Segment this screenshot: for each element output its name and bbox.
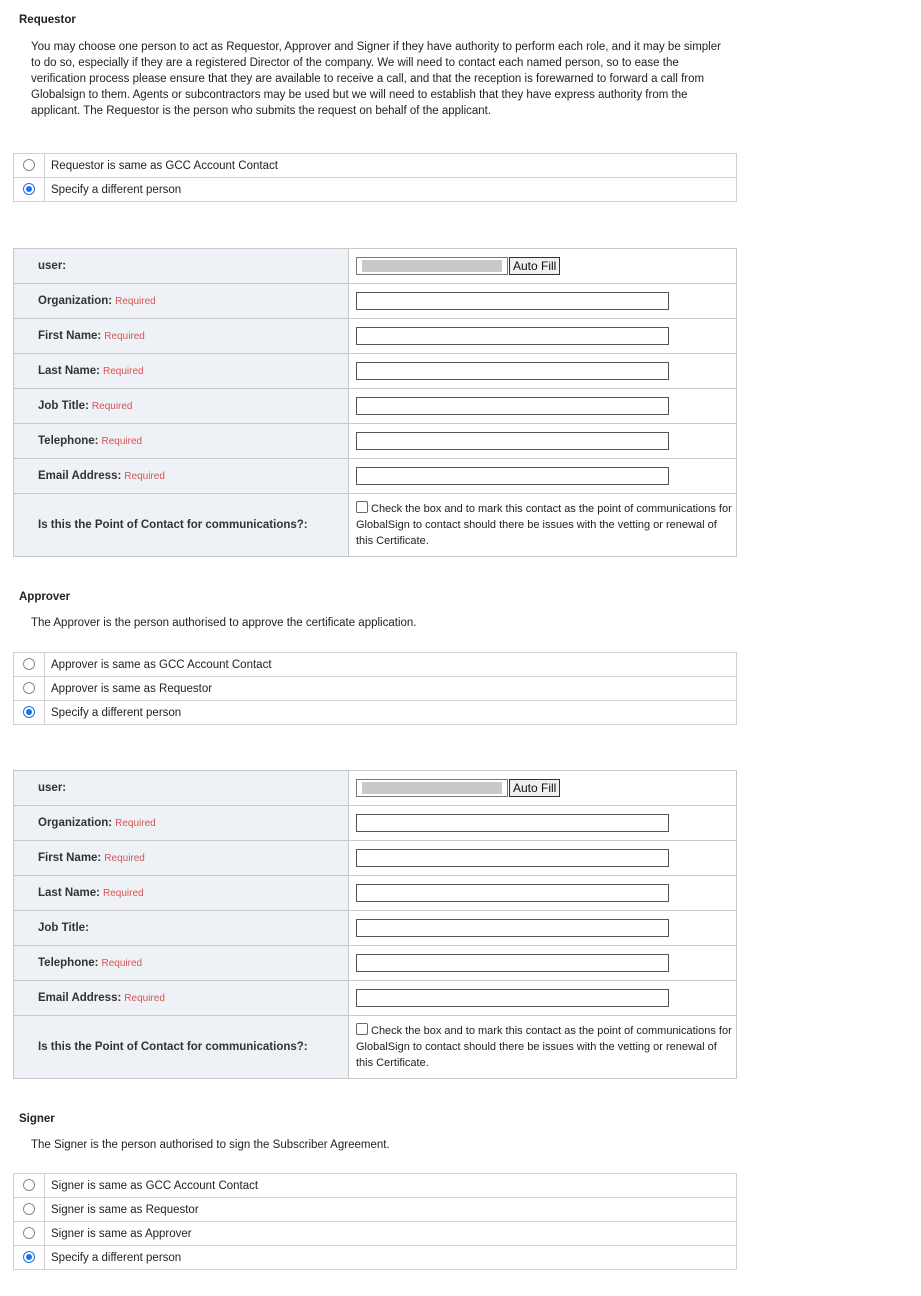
option-label: Approver is same as GCC Account Contact [45,653,737,677]
radio-button[interactable] [23,1203,35,1215]
organization-input[interactable] [356,292,669,310]
job-title-label: Job Title: Required [14,389,349,424]
requestor-description: You may choose one person to act as Requestor, Approver and Signer if they have authority to perform each role, and it may be simpler to do so, especially if they are a registered Director of the company. We will need to contact each named person, so to ease the verification process please ensure that they are available to receive a call, and that the reception is forewarned to forward a call from Globalsign to them. Agents or subcontractors may be used but we will need to establish that they have express authority from the applicant. The Requestor is the person who submits the request on behalf of the applicant. [31,41,721,117]
last-name-label: Last Name: Required [14,354,349,389]
organization-label: Organization: Required [14,806,349,841]
required-marker: Required [124,993,165,1004]
telephone-label: Telephone: Required [14,946,349,981]
job-title-label: Job Title: [14,911,349,946]
signer-option-same-as-requestor[interactable] [14,1198,737,1222]
option-label: Approver is same as Requestor [45,677,737,701]
last-name-input[interactable] [356,884,669,902]
job-title-input[interactable] [356,397,669,415]
required-marker: Required [104,853,145,864]
approver-title: Approver [19,591,71,603]
poc-label: Is this the Point of Contact for communications?: [14,494,349,557]
poc-label: Is this the Point of Contact for communications?: [14,1016,349,1079]
approver-option-same-as-gcc[interactable] [14,653,737,677]
option-label: Signer is same as Requestor [45,1198,737,1222]
first-name-label: First Name: Required [14,841,349,876]
required-marker: Required [91,401,133,412]
option-label: Specify a different person [45,701,737,725]
required-marker: Required [103,366,144,377]
last-name-input[interactable] [356,362,669,380]
radio-button[interactable] [23,658,35,670]
email-label: Email Address: Required [14,981,349,1016]
last-name-label: Last Name: Required [14,876,349,911]
radio-button[interactable] [23,1227,35,1239]
first-name-label: First Name: Required [14,319,349,354]
requestor-title: Requestor [19,14,76,26]
radio-button[interactable] [23,682,35,694]
auto-fill-button[interactable]: Auto Fill [509,779,560,797]
requestor-option-same-as-gcc[interactable] [14,154,737,178]
poc-text: Check the box and to mark this contact as the point of communications for GlobalSign to contact should there be issues with the vetting or renewal of this Certificate. [356,503,732,547]
signer-option-same-as-approver[interactable] [14,1222,737,1246]
email-input[interactable] [356,467,669,485]
required-marker: Required [124,471,165,482]
radio-button[interactable] [23,159,35,171]
poc-checkbox[interactable] [356,1023,368,1035]
signer-title: Signer [19,1113,55,1125]
approver-form [13,770,737,1079]
option-label: Signer is same as GCC Account Contact [45,1174,737,1198]
first-name-input[interactable] [356,327,669,345]
radio-button[interactable] [23,1251,35,1263]
user-label: user: [14,249,349,284]
signer-description: The Signer is the person authorised to sign the Subscriber Agreement. [31,1139,390,1151]
approver-option-different-person[interactable] [14,701,737,725]
required-marker: Required [104,331,145,342]
auto-fill-button[interactable]: Auto Fill [509,257,560,275]
email-input[interactable] [356,989,669,1007]
radio-button[interactable] [23,183,35,195]
option-label: Specify a different person [45,1246,737,1270]
email-label: Email Address: Required [14,459,349,494]
poc-text: Check the box and to mark this contact as the point of communications for GlobalSign to contact should there be issues with the vetting or renewal of this Certificate. [356,1025,732,1069]
organization-label: Organization: Required [14,284,349,319]
radio-button[interactable] [23,1179,35,1191]
requestor-options [13,153,737,202]
requestor-form [13,248,737,557]
telephone-label: Telephone: Required [14,424,349,459]
first-name-input[interactable] [356,849,669,867]
required-marker: Required [115,818,156,829]
radio-button[interactable] [23,706,35,718]
required-marker: Required [101,436,143,447]
job-title-input[interactable] [356,919,669,937]
option-label: Requestor is same as GCC Account Contact [45,154,737,178]
option-label: Specify a different person [45,178,737,202]
telephone-input[interactable] [356,432,669,450]
poc-checkbox[interactable] [356,501,368,513]
approver-options [13,652,737,725]
telephone-input[interactable] [356,954,669,972]
organization-input[interactable] [356,814,669,832]
approver-option-same-as-requestor[interactable] [14,677,737,701]
approver-description: The Approver is the person authorised to approve the certificate application. [31,617,417,629]
signer-option-different-person[interactable] [14,1246,737,1270]
required-marker: Required [115,296,156,307]
required-marker: Required [103,888,144,899]
user-input[interactable] [356,257,508,275]
signer-option-same-as-gcc[interactable] [14,1174,737,1198]
required-marker: Required [101,958,143,969]
user-label: user: [14,771,349,806]
option-label: Signer is same as Approver [45,1222,737,1246]
user-input[interactable] [356,779,508,797]
requestor-option-different-person[interactable] [14,178,737,202]
signer-options [13,1173,737,1270]
